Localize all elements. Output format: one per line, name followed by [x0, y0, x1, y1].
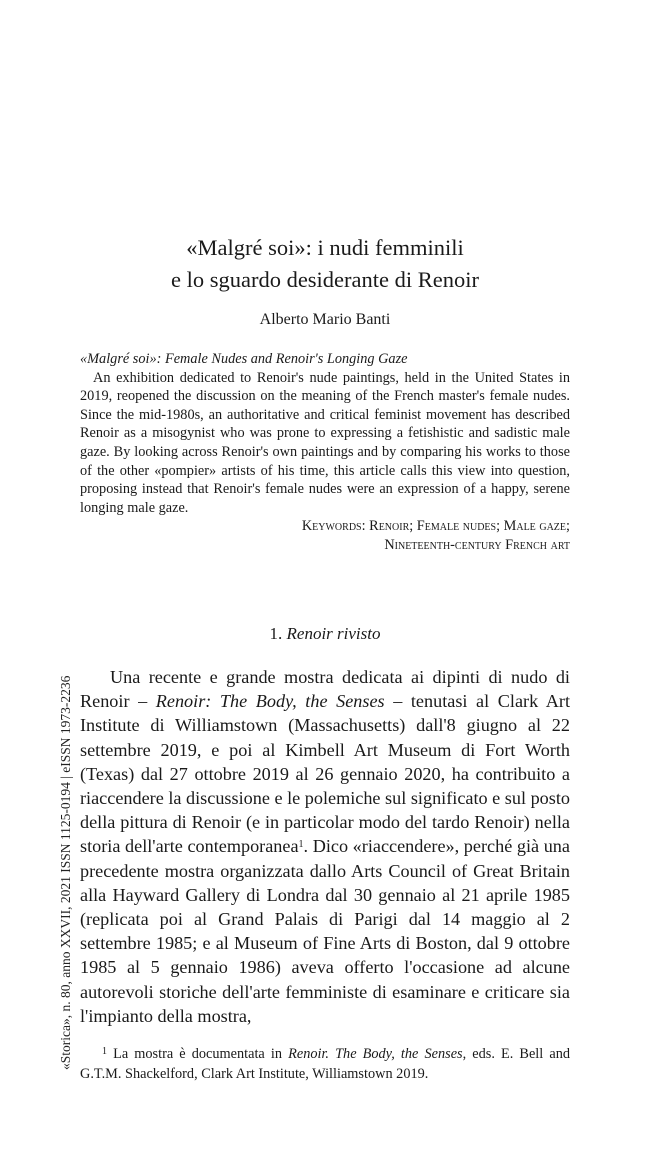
- paragraph-1-part-a: Una recente e grande mostra dedicata ai dipinti di nudo di Renoir –: [80, 667, 570, 712]
- author-name: Alberto Mario Banti: [259, 311, 391, 328]
- paragraph-1-part-b: – tenutasi al Clark Art Institute di Williamstown (Massachusetts) dall'8 giugno al 22 settembre 2019, e poi al Kimbell Art Museum di Fort Worth (Texas) dal 27 ottobre 2019 al 26 gennaio 2020, ha contribuito a riaccendere la discussione e le polemiche sul significato e sul posto della pittura di Renoir (e in particolar modo del tardo Renoir) nella storia dell'arte contemporanea: [80, 691, 570, 857]
- footnote-italic: Renoir. The Body, the Senses: [288, 1046, 463, 1062]
- keywords-line-1: Keywords: Renoir; Female nudes; Male gaze;: [301, 518, 570, 535]
- exhibition-title: Renoir: The Body, the Senses: [155, 691, 385, 712]
- article-title: [80, 232, 570, 296]
- journal-side-note: «Storica», n. 80, anno XXVII, 2021 ISSN 1125-0194 | eISSN 1973-2236: [58, 675, 73, 1070]
- section-title: Renoir rivisto: [286, 624, 381, 643]
- keywords-line-2: Nineteenth-century French art: [384, 536, 570, 553]
- footnote-text-b: , eds. E. Bell and G.T.M. Shackelford, Clark Art Institute, Williamstown 2019.: [80, 1046, 570, 1082]
- section-number: 1.: [269, 624, 287, 643]
- footnote-text-a: La mostra è documentata in: [107, 1046, 289, 1062]
- abstract: [80, 350, 570, 555]
- abstract-title: «Malgré soi»: Female Nudes and Renoir's Longing Gaze: [80, 351, 408, 367]
- footnote-number: 1: [102, 1046, 107, 1057]
- body-text: [80, 665, 570, 1028]
- title-line-2: e lo sguardo desiderante di Renoir: [170, 267, 480, 292]
- paragraph-1: [80, 665, 570, 1028]
- section-heading: [80, 623, 570, 645]
- abstract-body: An exhibition dedicated to Renoir's nude paintings, held in the United States in 2019, reopened the discussion on the meaning of the French master's female nudes. Since the mid-1980s, an authoritative and critical feminist movement has described Renoir as a misogynist who was prone to expressing a fetishistic and sadistic male gaze. By looking across Renoir's own paintings and by comparing his works to those of the other «pompier» artists of his time, this article calls this view into question, proposing instead that Renoir's female nudes were an expression of a happy, serene longing male gaze.: [80, 369, 570, 516]
- footnote: [80, 1044, 570, 1084]
- paragraph-1-part-c: . Dico «riaccendere», perché già una precedente mostra organizzata dallo Arts Council of Great Britain alla Hayward Gallery di Londra dal 30 gennaio al 21 aprile 1985 (replicata poi al Grand Palais di Parigi dal 14 maggio al 2 settembre 1985; e al Museum of Fine Arts di Boston, dal 9 ottobre 1985 al 5 gennaio 1986) aveva offerto l'occasione ad alcune autorevoli storiche dell'arte femministe di esaminare e criticare sia l'impianto della mostra,: [80, 836, 570, 1026]
- title-line-1: «Malgré soi»: i nudi femminili: [186, 235, 464, 260]
- footnote-ref: 1: [298, 839, 304, 851]
